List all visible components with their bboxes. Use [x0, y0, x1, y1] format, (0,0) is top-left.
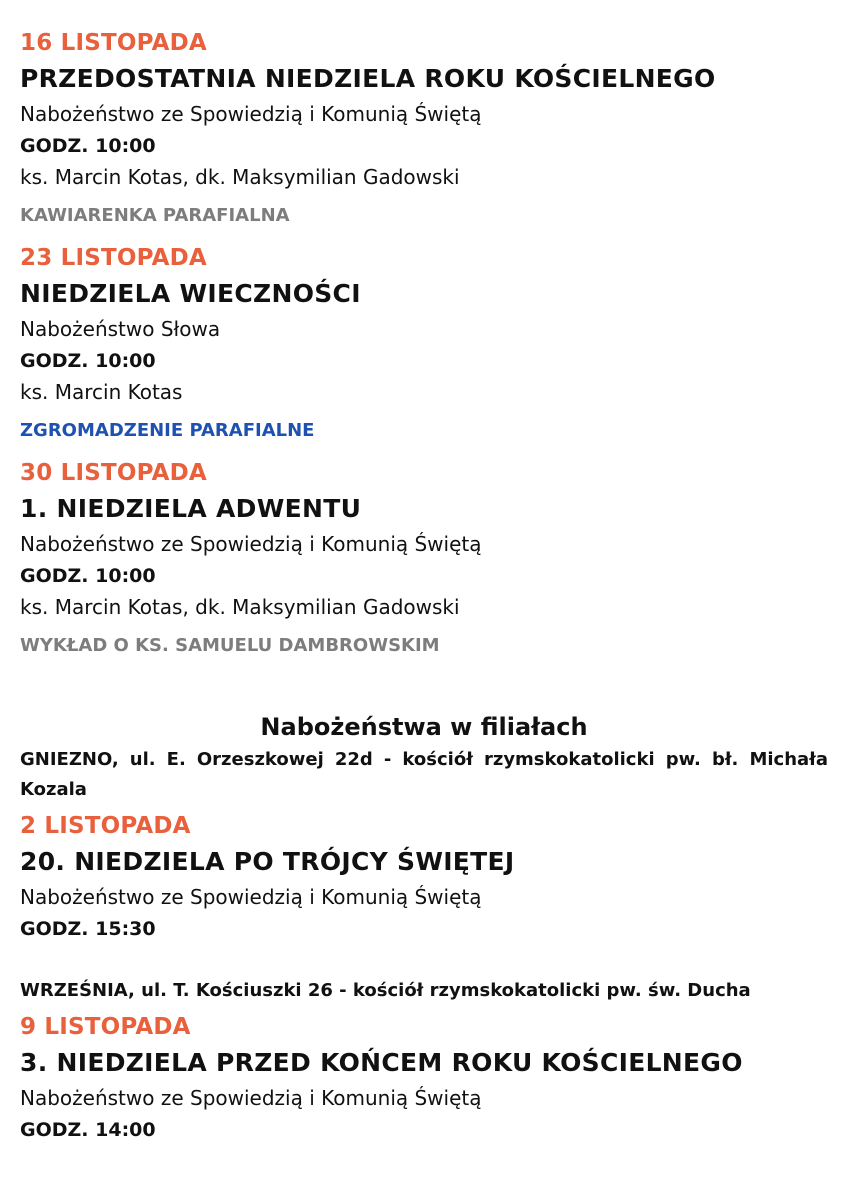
event-service: Nabożeństwo ze Spowiedzią i Komunią Świętą [20, 532, 482, 556]
event-date: 30 LISTOPADA [20, 460, 207, 486]
event-service: Nabożeństwo Słowa [20, 317, 221, 341]
event-title: 1. NIEDZIELA ADWENTU [20, 494, 362, 523]
event-title: PRZEDOSTATNIA NIEDZIELA ROKU KOŚCIELNEGO [20, 64, 716, 93]
event-entry [20, 22, 828, 237]
filial-service: Nabożeństwo ze Spowiedzią i Komunią Świętą [20, 885, 482, 909]
event-time: GODZ. 10:00 [20, 565, 156, 587]
event-ministers: ks. Marcin Kotas [20, 380, 183, 404]
event-ministers: ks. Marcin Kotas, dk. Maksymilian Gadowski [20, 595, 460, 619]
event-entry [20, 452, 828, 667]
event-title: NIEDZIELA WIECZNOŚCI [20, 279, 361, 308]
filial-date: 9 LISTOPADA [20, 1014, 191, 1040]
event-date: 23 LISTOPADA [20, 245, 207, 271]
event-extra-note: ZGROMADZENIE PARAFIALNE [20, 420, 315, 441]
filial-location: WRZEŚNIA, ul. T. Kościuszki 26 - kościół rzymskokatolicki pw. św. Ducha [20, 980, 751, 1001]
filial-entry [20, 976, 828, 1145]
filials-heading: Nabożeństwa w filiałach [260, 713, 588, 741]
filial-location: GNIEZNO, ul. E. Orzeszkowej 22d - kościół rzymskokatolicki pw. bł. Michała Kozala [20, 749, 828, 800]
event-date: 16 LISTOPADA [20, 30, 207, 56]
filial-date: 2 LISTOPADA [20, 813, 191, 839]
filial-title: 20. NIEDZIELA PO TRÓJCY ŚWIĘTEJ [20, 847, 515, 876]
section-gap [20, 667, 828, 709]
event-ministers: ks. Marcin Kotas, dk. Maksymilian Gadowski [20, 165, 460, 189]
filial-time: GODZ. 14:00 [20, 1119, 156, 1141]
event-extra-note: WYKŁAD O KS. SAMUELU DAMBROWSKIM [20, 635, 440, 656]
filial-entry [20, 745, 828, 944]
filial-time: GODZ. 15:30 [20, 918, 156, 940]
event-time: GODZ. 10:00 [20, 350, 156, 372]
event-time: GODZ. 10:00 [20, 135, 156, 157]
filials-section [20, 709, 828, 1145]
event-service: Nabożeństwo ze Spowiedzią i Komunią Świętą [20, 102, 482, 126]
filial-spacer [20, 944, 828, 976]
filial-title: 3. NIEDZIELA PRZED KOŃCEM ROKU KOŚCIELNEGO [20, 1048, 743, 1077]
filial-service: Nabożeństwo ze Spowiedzią i Komunią Świętą [20, 1086, 482, 1110]
event-entry [20, 237, 828, 452]
schedule-page [20, 22, 828, 1145]
event-extra-note: KAWIARENKA PARAFIALNA [20, 205, 290, 226]
